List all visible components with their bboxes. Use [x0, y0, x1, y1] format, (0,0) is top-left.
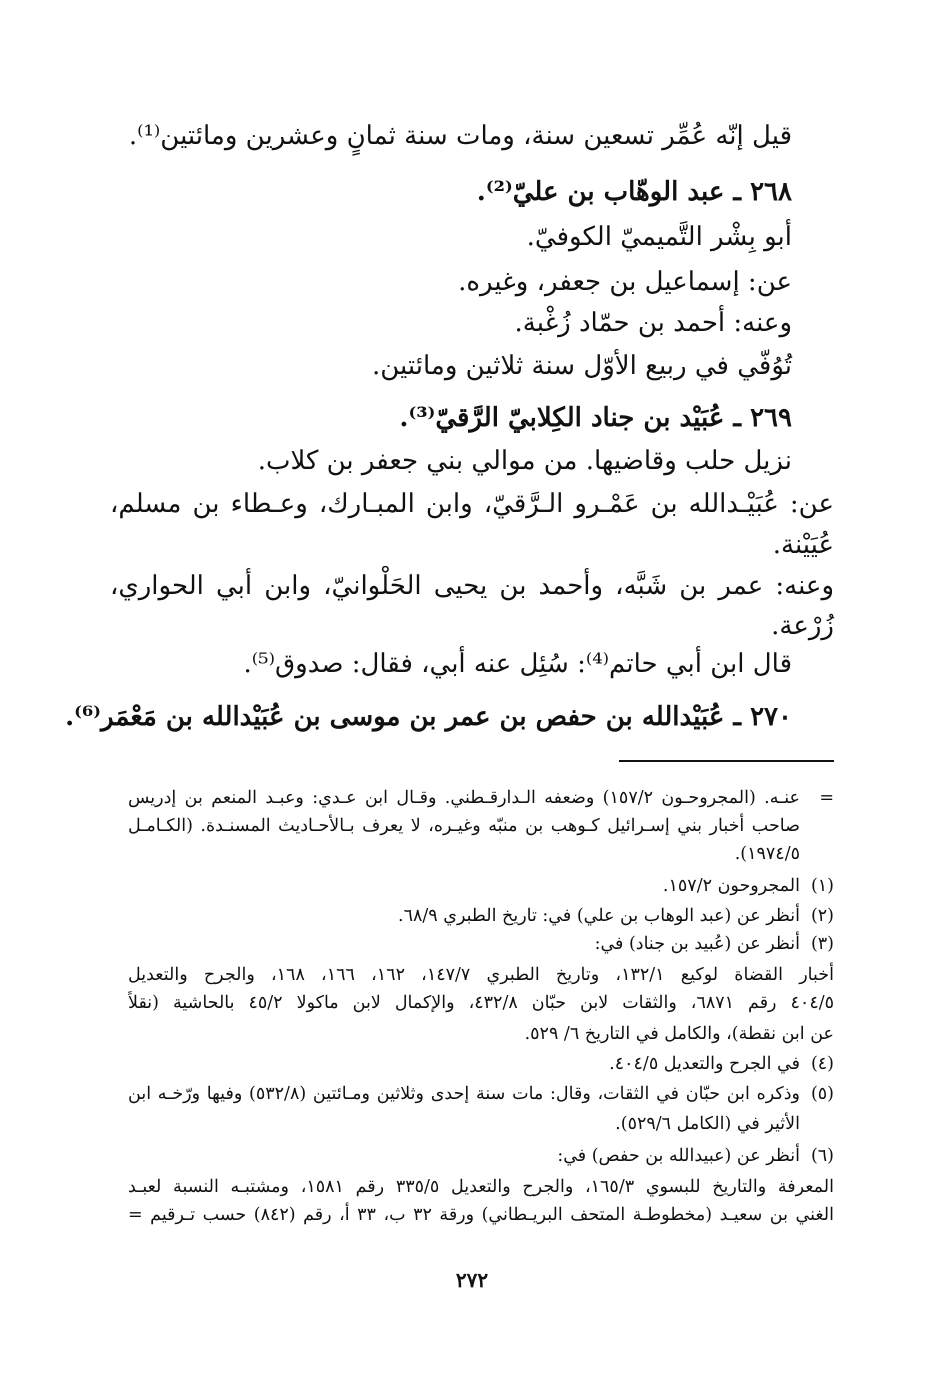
footnote-text: عنـه. (المجروحـون ١٥٧/٢) وضعفه الـدارقـطني. وقـال ابن عـدي: وعبـد المنعم بن إدريس	[128, 788, 800, 808]
footnote-line	[128, 989, 834, 1017]
body-line: تُوُفّي في ربيع الأوّل سنة ثلاثين ومائتين.	[371, 351, 792, 381]
footnote-text: في الجرح والتعديل ٤٠٤/٥.	[609, 1054, 800, 1074]
entry-heading-270: ٢٧٠ ـ عُبَيْدالله بن حفص بن عمر بن موسى بن عُبَيْدالله بن مَعْمَر⁽⁶⁾.	[65, 702, 792, 732]
footnote-marker: (٦)	[810, 1146, 834, 1166]
body-line: زُرْعة.	[771, 611, 834, 641]
footnote-line	[128, 840, 834, 868]
body-line: وعنه: عمر بن شَبَّه، وأحمد بن يحيى الحَلْوانيّ، وابن أبي الحواري،	[110, 571, 834, 601]
footnote-text: الغني بن سعيـد (مخطوطـة المتحف البريـطاني) ورقة ٣٢ ب، ٣٣ أ، رقم (٨٤٢) حسب تـرقيم =	[128, 1205, 834, 1225]
footnote-line	[128, 1173, 834, 1201]
footnote-text: أنظر عن (عبيدالله بن حفص) في:	[557, 1146, 800, 1166]
body-line: أبو بِشْر التَّميميّ الكوفيّ.	[526, 222, 792, 252]
footnote-text: المعرفة والتاريخ للبسوي ١٦٥/٣، والجرح والتعديل ٣٣٥/٥ رقم ١٥٨١، ومشتبـه النسبة لعبـد	[128, 1177, 834, 1197]
footnote-line	[128, 1050, 834, 1078]
footnote-marker: (٥)	[810, 1084, 834, 1104]
body-line: عن: إسماعيل بن جعفر، وغيره.	[458, 267, 792, 297]
footnote-text: عن ابن نقطة)، والكامل في التاريخ ٦/ ٥٢٩.	[524, 1024, 834, 1044]
footnote-line	[128, 1201, 834, 1229]
footnote-line	[128, 1110, 834, 1138]
footnote-text: أنظر عن (عبد الوهاب بن علي) في: تاريخ الطبري ٦٨/٩.	[398, 906, 800, 926]
footnote-line	[128, 812, 834, 840]
entry-heading-268: ٢٦٨ ـ عبد الوهّاب بن عليّ⁽²⁾.	[476, 177, 792, 207]
entry-heading-269: ٢٦٩ ـ عُبَيْد بن جناد الكِلابيّ الرَّقيّ⁽³⁾.	[399, 403, 792, 433]
page-number: ٢٧٢	[455, 1268, 489, 1292]
footnote-marker: (٢)	[810, 906, 834, 926]
body-line: قيل إنّه عُمِّر تسعين سنة، ومات سنة ثمانٍ وعشرين ومائتين⁽¹⁾.	[128, 121, 792, 151]
footnote-text: أخبار القضاة لوكيع ١٣٢/١، وتاريخ الطبري ١٤٧/٧، ١٦٢، ١٦٦، ١٦٨، والجرح والتعديل	[128, 965, 834, 985]
footnote-line	[128, 1142, 834, 1170]
body-line: عُيَيْنة.	[772, 530, 834, 560]
footnote-line	[128, 872, 834, 900]
footnote-text: المجروحون ١٥٧/٢.	[662, 876, 800, 896]
body-line: وعنه: أحمد بن حمّاد زُغْبة.	[514, 308, 792, 338]
footnote-marker: (٣)	[810, 934, 834, 954]
footnote-line	[128, 1020, 834, 1048]
footnote-line	[128, 961, 834, 989]
footnote-line	[128, 930, 834, 958]
footnote-line	[128, 784, 834, 812]
footnote-separator	[619, 760, 834, 762]
footnote-line	[128, 1080, 834, 1108]
body-line: قال ابن أبي حاتم⁽⁴⁾: سُئِل عنه أبي، فقال: صدوق⁽⁵⁾.	[243, 649, 792, 679]
footnote-text: أنظر عن (عُبيد بن جناد) في:	[594, 934, 800, 954]
footnote-text: وذكره ابن حبّان في الثقات، وقال: مات سنة إحدى وثلاثين ومـائتين (٥٣٢/٨) وفيها ورّخـه ابن	[128, 1084, 800, 1104]
footnote-marker: (٤)	[810, 1054, 834, 1074]
footnote-text: الأثير في (الكامل ٥٢٩/٦).	[615, 1114, 800, 1134]
footnote-marker: (١)	[810, 876, 834, 896]
footnote-text: صاحب أخبار بني إسـرائيل كـوهب بن منبّه وغيـره، لا يعرف بـالأحـاديث المسنـدة. (الكـامـل	[128, 816, 800, 836]
footnote-line	[128, 902, 834, 930]
body-line: نزيل حلب وقاضيها. من موالي بني جعفر بن كلاب.	[257, 446, 792, 476]
footnote-text: ١٩٧٤/٥).	[734, 844, 800, 864]
footnote-text: ٤٠٤/٥ رقم ٦٨٧١، والثقات لابن حبّان ٤٣٢/٨، والإكمال لابن ماكولا ٤٥/٢ بالحاشية (نقلاً	[128, 993, 834, 1013]
body-line: عن: عُبَيْـدالله بن عَمْـرو الـرَّقيّ، وابن المبـارك، وعـطاء بن مسلم،	[110, 489, 834, 519]
footnote-marker: =	[819, 788, 834, 808]
